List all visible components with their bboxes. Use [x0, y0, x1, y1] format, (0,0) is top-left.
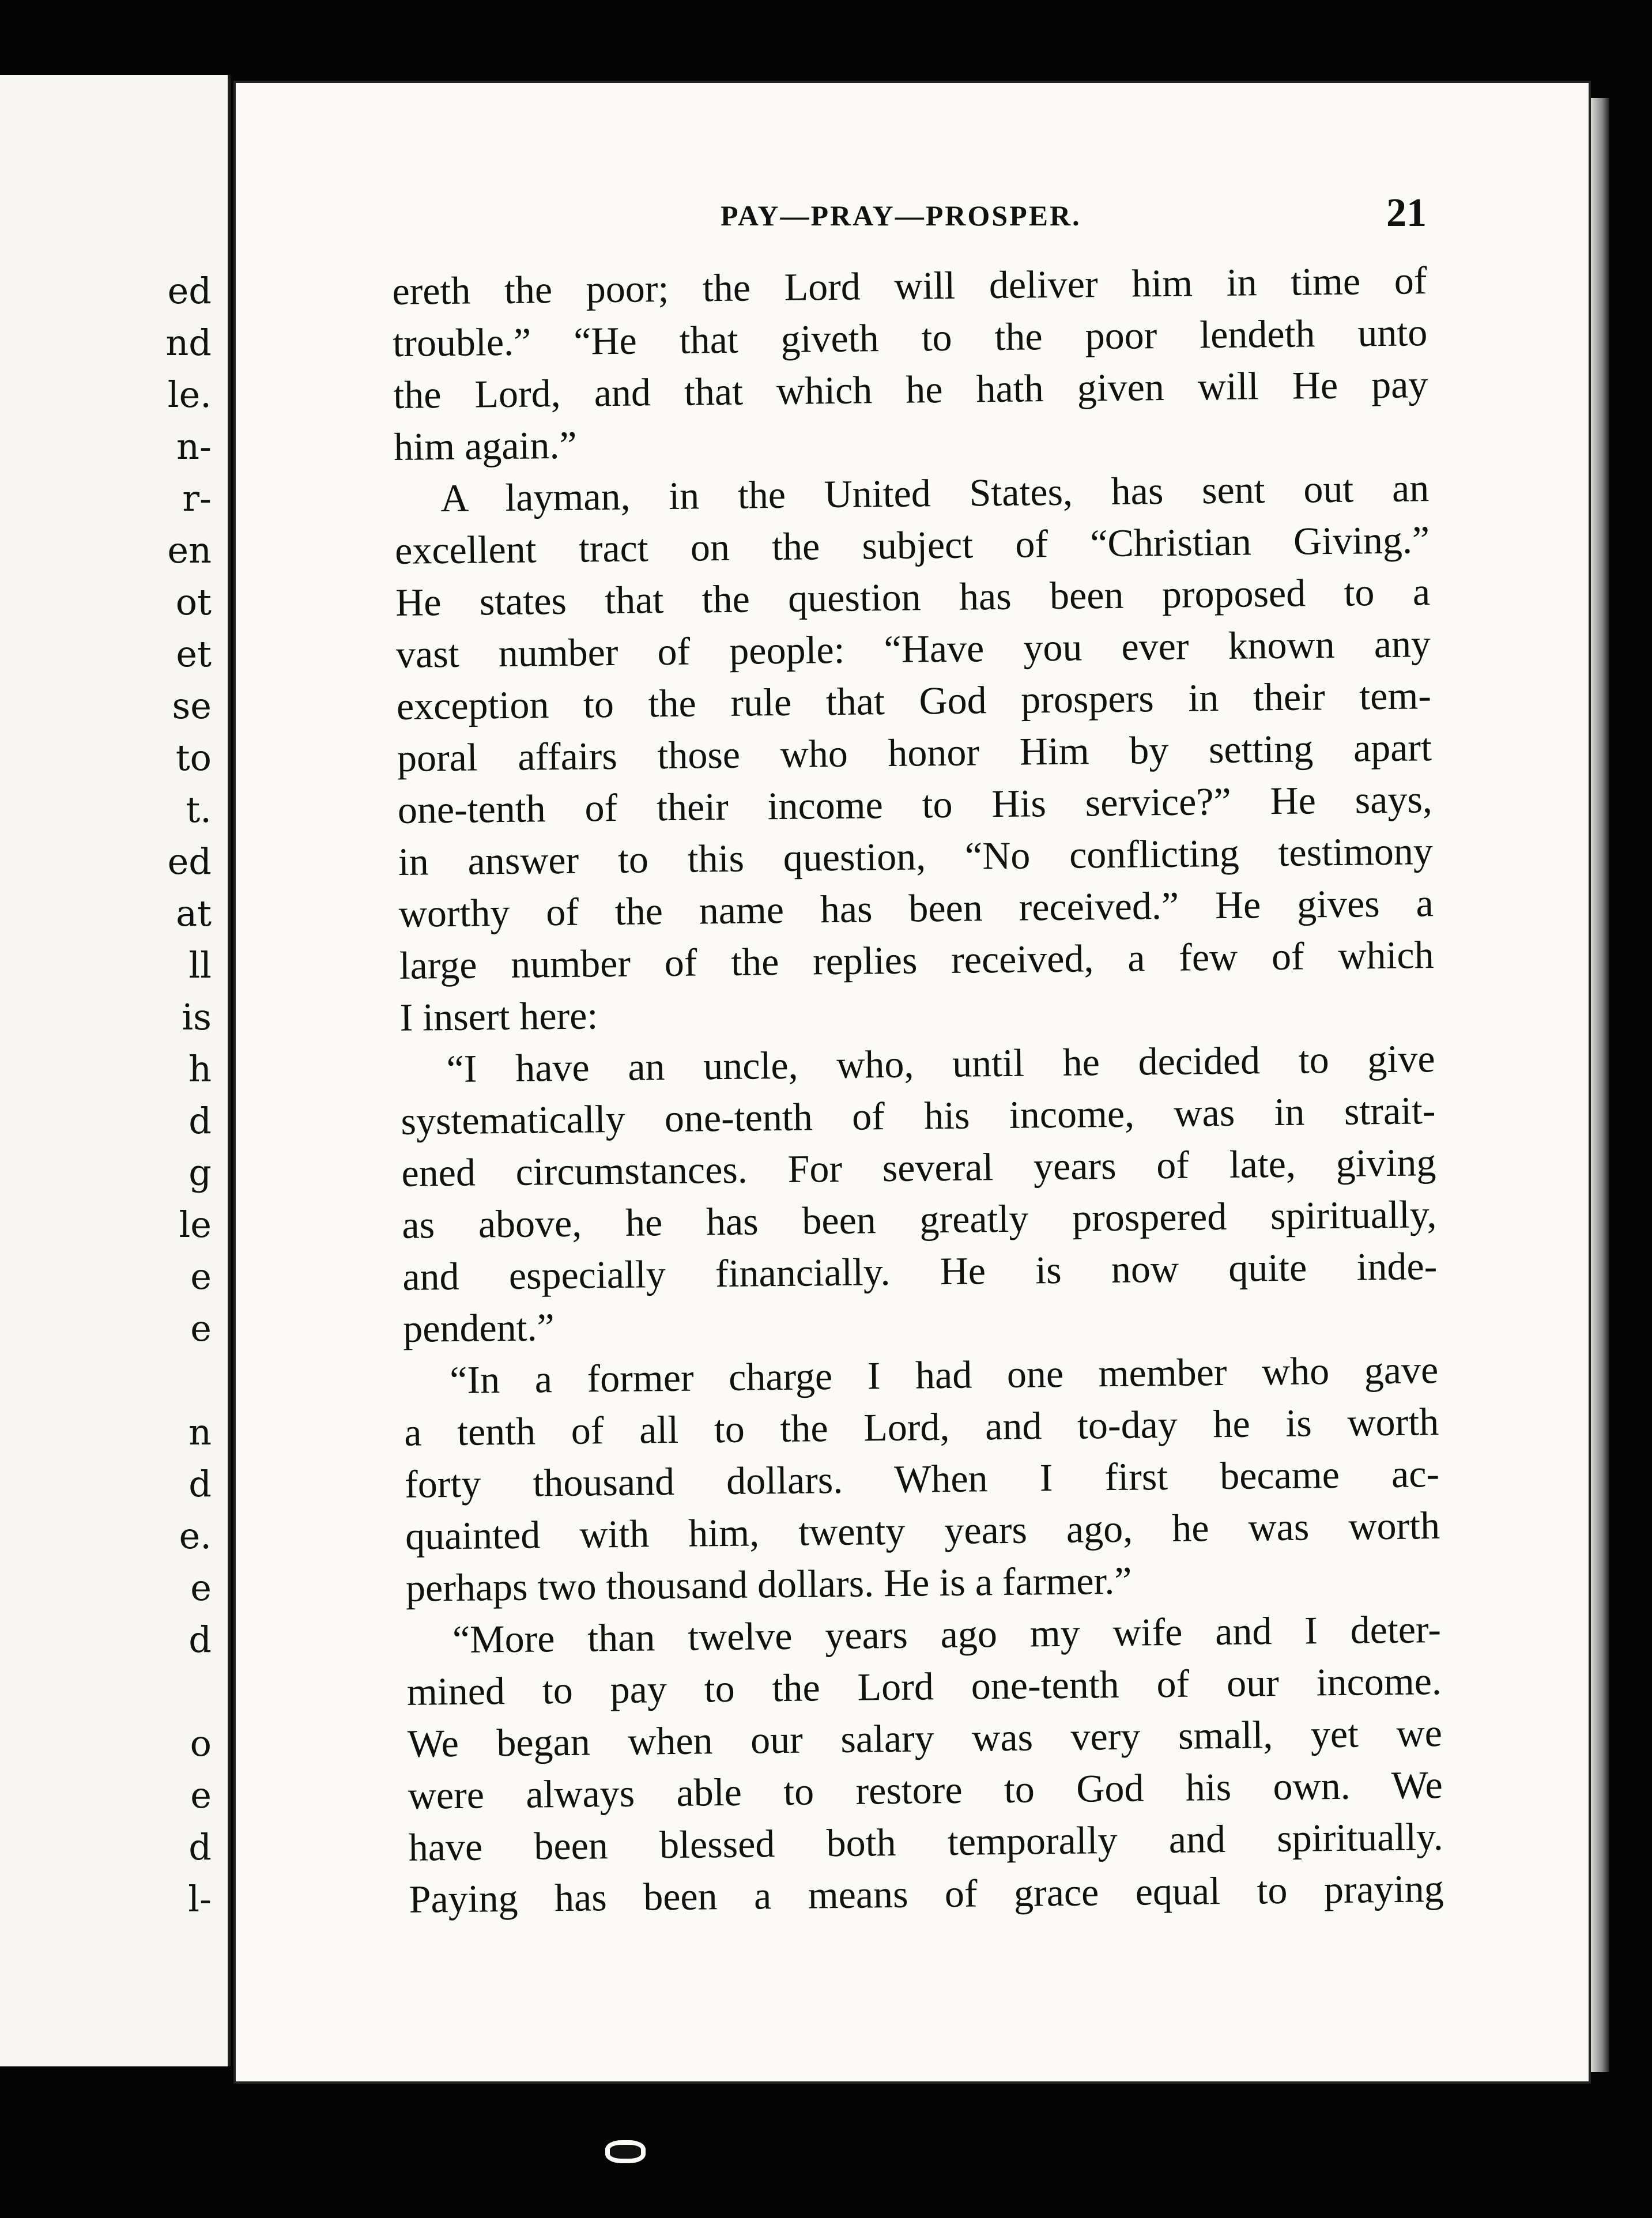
- left-fragment: r-: [182, 477, 212, 519]
- left-fragment: se: [172, 685, 212, 727]
- left-fragment: e: [190, 1307, 212, 1349]
- left-fragment: d: [188, 1619, 212, 1661]
- text-line: as above, he has been greatly prospered spiritually,: [402, 1192, 1437, 1247]
- text-line: pendent.”: [402, 1305, 555, 1351]
- text-line: the Lord, and that which he hath given will He pay: [393, 362, 1428, 417]
- left-fragment: d: [188, 1463, 212, 1505]
- text-line: ereth the poor; the Lord will deliver him in time of: [392, 258, 1427, 313]
- text-line: trouble.” “He that giveth to the poor lendeth unto: [393, 310, 1428, 365]
- left-fragment: ed: [167, 270, 212, 312]
- left-fragment: ed: [167, 840, 212, 882]
- left-fragment: et: [176, 633, 212, 675]
- text-line: quainted with him, twenty years ago, he was worth: [405, 1503, 1440, 1558]
- left-fragment: nd: [165, 322, 212, 364]
- text-line: ened circumstances. For several years of late, giving: [401, 1140, 1436, 1195]
- left-fragment: le: [179, 1204, 212, 1246]
- book-page: [233, 81, 1591, 2084]
- text-line: forty thousand dollars. When I first became ac-: [404, 1451, 1440, 1506]
- text-line: him again.”: [393, 423, 577, 469]
- left-fragment: o: [190, 1722, 212, 1764]
- text-line: He states that the question has been proposed to a: [395, 569, 1431, 624]
- text-line: “More than twelve years ago my wife and I deter-: [452, 1607, 1442, 1662]
- left-fragment: l-: [188, 1878, 212, 1920]
- text-line: “In a former charge I had one member who gave: [449, 1348, 1439, 1402]
- page-edge: [1591, 98, 1609, 2072]
- text-line: have been blessed both temporally and spiritually.: [408, 1815, 1444, 1869]
- left-fragment: en: [167, 529, 212, 571]
- left-fragment: e.: [179, 1515, 212, 1557]
- left-fragment: [165, 1355, 212, 1406]
- left-fragment: le.: [167, 374, 212, 416]
- text-line: mined to pay to the Lord one-tenth of our income.: [406, 1659, 1442, 1714]
- text-line: perhaps two thousand dollars. He is a farmer.”: [405, 1558, 1132, 1610]
- text-line: and especially financially. He is now quite inde-: [402, 1244, 1438, 1299]
- left-fragment: [165, 1666, 212, 1718]
- left-fragment: t.: [186, 789, 212, 831]
- left-fragment: h: [188, 1048, 212, 1090]
- text-line: exception to the rule that God prospers in their tem-: [396, 673, 1432, 728]
- text-line: systematically one-tenth of his income, was in strait-: [401, 1088, 1436, 1143]
- text-line: large number of the replies received, a few of which: [399, 933, 1435, 987]
- text-line: I insert here:: [399, 993, 598, 1039]
- left-fragment: e: [190, 1567, 212, 1609]
- scan-smudge: [605, 2140, 646, 2163]
- left-fragment: ll: [188, 944, 212, 986]
- left-facing-page: [0, 75, 231, 2066]
- left-fragment: to: [175, 737, 212, 779]
- text-line: excellent tract on the subject of “Christian Giving.”: [394, 518, 1430, 572]
- text-line: in answer to this question, “No conflicting testimony: [398, 829, 1434, 884]
- running-head: PAY—PRAY—PROSPER.: [721, 199, 1081, 232]
- left-fragment: n-: [176, 425, 212, 467]
- left-fragment: at: [176, 892, 212, 934]
- left-fragment: e: [190, 1774, 212, 1816]
- left-fragment: d: [188, 1826, 212, 1868]
- text-line: A layman, in the United States, has sent out an: [440, 466, 1430, 520]
- text-line: vast number of people: “Have you ever known any: [395, 621, 1431, 676]
- page-number: 21: [1386, 191, 1427, 235]
- text-line: We began when our salary was very small, yet we: [407, 1711, 1443, 1766]
- left-fragment: g: [188, 1152, 212, 1194]
- left-fragment: is: [182, 996, 212, 1038]
- text-line: were always able to restore to God his own. We: [408, 1763, 1443, 1817]
- text-line: a tenth of all to the Lord, and to-day he is worth: [403, 1400, 1439, 1454]
- text-line: poral affairs those who honor Him by setting apart: [397, 725, 1432, 780]
- left-fragment: ot: [175, 581, 212, 623]
- text-line: one-tenth of their income to His service?” He says,: [397, 777, 1433, 832]
- text-line: Paying has been a means of grace equal to praying: [409, 1866, 1444, 1921]
- page-body-text: [392, 254, 1444, 1925]
- left-fragment: e: [190, 1255, 212, 1297]
- text-line: “I have an uncle, who, until he decided to give: [446, 1036, 1435, 1091]
- left-fragment: d: [188, 1100, 212, 1142]
- text-line: worthy of the name has been received.” He gives a: [398, 881, 1434, 936]
- left-fragment: n: [188, 1411, 212, 1453]
- left-page-text-fragments: [165, 265, 212, 1925]
